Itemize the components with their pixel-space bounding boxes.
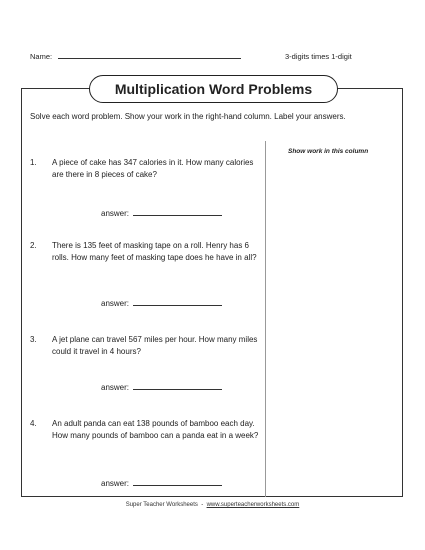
problem-text: An adult panda can eat 138 pounds of bamboo each day. How many pounds of bamboo can a panda eat in a week?	[52, 419, 259, 440]
answer-line[interactable]	[133, 297, 222, 306]
work-column-divider	[265, 141, 266, 497]
answer-label: answer:	[101, 299, 130, 308]
answer-row-2	[101, 297, 222, 308]
problem-number: 2.	[30, 241, 37, 250]
page-title: Multiplication Word Problems	[89, 75, 338, 103]
show-work-label: Show work in this column	[288, 148, 369, 155]
answer-label: answer:	[101, 209, 130, 218]
answer-line[interactable]	[133, 381, 222, 390]
answer-row-4	[101, 477, 222, 488]
problem-text: A jet plane can travel 567 miles per hour. How many miles could it travel in 4 hours?	[52, 335, 258, 356]
footer-site-name: Super Teacher Worksheets	[125, 502, 198, 508]
answer-label: answer:	[101, 383, 130, 392]
footer-separator: -	[201, 502, 204, 508]
instructions: Solve each word problem. Show your work in the right-hand column. Label your answers.	[30, 112, 346, 121]
answer-line[interactable]	[133, 477, 222, 486]
problem-text: There is 135 feet of masking tape on a roll. Henry has 6 rolls. How many feet of masking tape does he have in all?	[52, 241, 257, 262]
answer-label: answer:	[101, 479, 130, 488]
problem-number: 1.	[30, 158, 37, 167]
problem-text: A piece of cake has 347 calories in it. How many calories are there in 8 pieces of cake?	[52, 158, 254, 179]
answer-row-1	[101, 207, 222, 218]
answer-line[interactable]	[133, 207, 222, 216]
topic-label: 3-digits times 1-digit	[285, 52, 352, 61]
problem-number: 4.	[30, 419, 37, 428]
problem-number: 3.	[30, 335, 37, 344]
name-input-line[interactable]	[58, 58, 241, 59]
answer-row-3	[101, 381, 222, 392]
footer-url-link[interactable]: www.superteacherworksheets.com	[206, 502, 300, 508]
name-label: Name:	[30, 52, 53, 61]
footer	[0, 502, 425, 508]
